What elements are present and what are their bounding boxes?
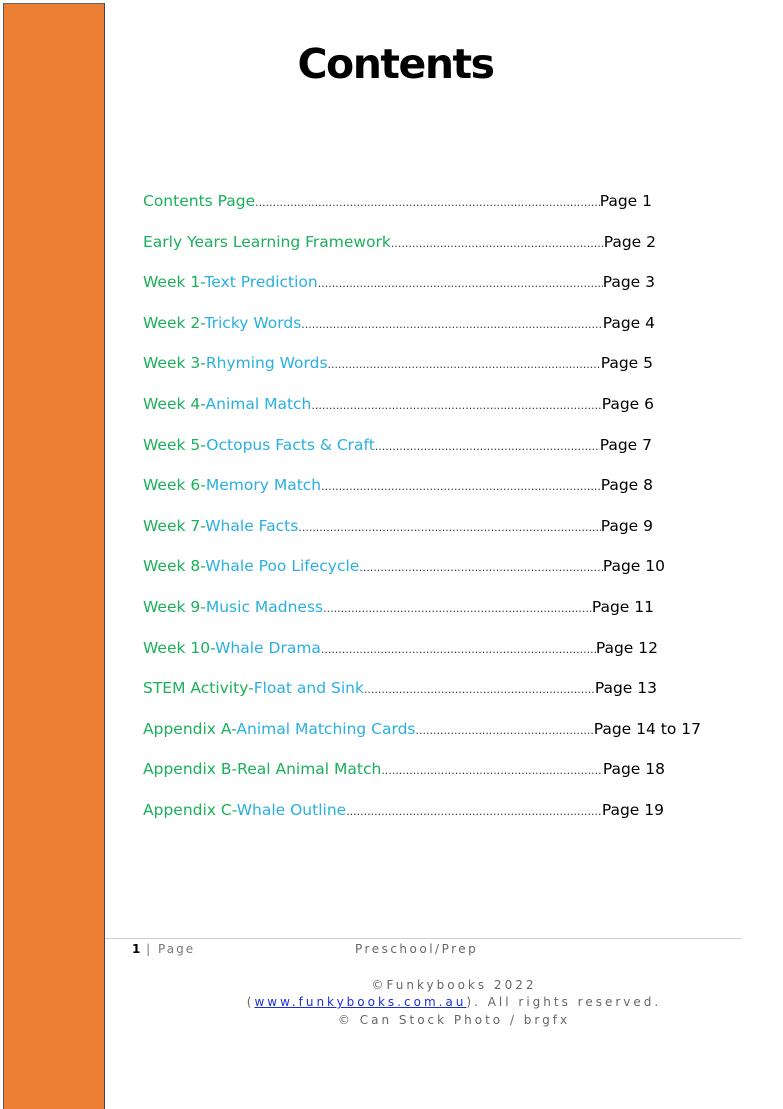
- toc-entry[interactable]: [143, 395, 654, 419]
- toc-entry-prefix: Contents Page: [143, 192, 256, 210]
- toc-entry-subtitle: Tricky Words: [204, 313, 302, 332]
- toc-entry-subtitle: Animal Matching Cards: [236, 719, 416, 738]
- page-title: Contents: [297, 40, 494, 88]
- toc-entry-subtitle: Rhyming Words: [205, 354, 328, 373]
- toc-page-ref: Page 1: [599, 192, 652, 210]
- toc-entry[interactable]: [143, 639, 658, 663]
- toc-entry[interactable]: [143, 557, 665, 581]
- toc-page-ref: Page 12: [595, 638, 658, 657]
- toc-leader-dots: [301, 318, 602, 331]
- toc-entry-subtitle: Music Madness: [205, 598, 324, 616]
- toc-page-ref: Page 8: [600, 476, 653, 495]
- toc-leader-dots: [346, 805, 602, 818]
- toc-entry-subtitle: Whale Outline: [236, 801, 347, 819]
- footer-page-number: [132, 942, 195, 956]
- toc-entry[interactable]: [143, 476, 653, 500]
- toc-entry-prefix: Week 10-: [143, 638, 216, 657]
- toc-entry-prefix: Week 7-: [143, 516, 206, 535]
- toc-leader-dots: [364, 683, 595, 696]
- toc-entry-prefix: Week 4-: [143, 395, 206, 413]
- toc-page-ref: Page 19: [601, 801, 664, 819]
- page-word: Page: [158, 942, 196, 956]
- toc-entry[interactable]: [143, 598, 654, 622]
- toc-entry-subtitle: Animal Match: [205, 395, 312, 413]
- toc-entry-title: [143, 557, 359, 575]
- toc-entry-prefix: Appendix A-: [143, 719, 237, 738]
- toc-entry[interactable]: [143, 760, 665, 784]
- toc-entry-prefix: Appendix B-: [143, 760, 238, 779]
- toc-page-ref: Page 3: [602, 273, 655, 292]
- toc-entry-prefix: Week 8-: [143, 557, 206, 576]
- toc-entry-subtitle: Memory Match: [205, 476, 322, 495]
- toc-page-ref: Page 6: [601, 395, 654, 413]
- toc-leader-dots: [318, 277, 603, 290]
- toc-page-ref: Page 5: [600, 354, 653, 373]
- toc-entry-prefix: Early Years Learning Framework: [143, 232, 391, 251]
- toc-entry-title: [143, 517, 298, 535]
- page-separator: |: [140, 942, 159, 956]
- toc-entry[interactable]: [143, 517, 653, 541]
- toc-entry[interactable]: [143, 436, 652, 460]
- footer-series: Preschool/Prep: [355, 942, 479, 956]
- toc-leader-dots: [298, 521, 600, 534]
- toc-entry-subtitle: Whale Facts: [205, 516, 299, 535]
- toc-entry[interactable]: [143, 720, 701, 744]
- toc-leader-dots: [416, 724, 594, 737]
- toc-entry-prefix: STEM Activity-: [143, 679, 254, 698]
- orange-sidebar: [3, 3, 105, 1109]
- toc-entry-title: [143, 436, 375, 454]
- toc-entry-title: [143, 639, 321, 657]
- toc-entry[interactable]: [143, 233, 656, 257]
- toc-entry-title: [143, 679, 364, 697]
- toc-page-ref: Page 11: [591, 598, 654, 616]
- toc-entry[interactable]: [143, 273, 655, 297]
- toc-entry-title: [143, 233, 391, 251]
- toc-entry-title: [143, 273, 318, 291]
- toc-entry-prefix: Week 2-: [143, 313, 205, 332]
- toc-entry-title: [143, 720, 416, 738]
- paren-open: (: [246, 995, 255, 1009]
- toc-entry-title: [143, 801, 346, 819]
- toc-entry[interactable]: [143, 354, 653, 378]
- toc-entry-subtitle: Float and Sink: [253, 679, 364, 698]
- toc-entry-subtitle: Whale Poo Lifecycle: [205, 557, 360, 576]
- toc-leader-dots: [255, 196, 600, 209]
- toc-entry-prefix: Appendix C-: [143, 801, 237, 819]
- toc-entry[interactable]: [143, 192, 652, 216]
- toc-entry-prefix: Week 5-: [143, 435, 207, 454]
- toc-page-ref: Page 18: [602, 760, 665, 779]
- toc-entry-subtitle: Real Animal Match: [237, 760, 382, 779]
- toc-leader-dots: [321, 480, 601, 493]
- footer-credit: © Can Stock Photo / brgfx: [337, 1013, 571, 1027]
- toc-leader-dots: [321, 643, 596, 656]
- toc-entry-title: [143, 192, 255, 210]
- toc-leader-dots: [381, 764, 602, 777]
- toc-entry[interactable]: [143, 314, 655, 338]
- toc-page-ref: Page 4: [602, 313, 655, 332]
- toc-entry-title: [143, 476, 321, 494]
- toc-entry-prefix: Week 9-: [143, 598, 206, 616]
- toc-leader-dots: [311, 399, 601, 412]
- toc-leader-dots: [328, 358, 601, 371]
- toc-entry-title: [143, 314, 301, 332]
- toc-entry-title: [143, 395, 311, 413]
- toc-page-ref: Page 2: [603, 232, 656, 251]
- toc-entry-title: [143, 598, 323, 616]
- toc-entry-prefix: Week 6-: [143, 476, 206, 495]
- toc-leader-dots: [375, 440, 600, 453]
- rights-text: ). All rights reserved.: [466, 995, 662, 1009]
- toc-entry-title: [143, 760, 381, 778]
- toc-leader-dots: [323, 602, 592, 615]
- toc-entry[interactable]: [143, 679, 657, 703]
- page-number: 1: [132, 942, 141, 956]
- toc-entry-prefix: Week 1-: [143, 273, 205, 292]
- toc-entry-subtitle: Octopus Facts & Craft: [206, 435, 375, 454]
- toc-leader-dots: [359, 561, 602, 574]
- toc-page-ref: Page 7: [599, 435, 652, 454]
- toc-entry-subtitle: Text Prediction: [204, 273, 318, 292]
- toc-entry-title: [143, 354, 328, 372]
- footer-divider: [105, 938, 742, 939]
- footer-rights: [0, 995, 783, 1009]
- toc-leader-dots: [391, 237, 604, 250]
- toc-page-ref: Page 13: [594, 679, 657, 698]
- toc-entry-prefix: Week 3-: [143, 354, 206, 373]
- website-link[interactable]: www.funkybooks.com.au: [254, 995, 467, 1009]
- toc-page-ref: Page 10: [602, 557, 665, 576]
- toc-page-ref: Page 9: [600, 516, 653, 535]
- footer-copyright: ©Funkybooks 2022: [371, 978, 537, 992]
- toc-entry[interactable]: [143, 801, 664, 825]
- toc-entry-subtitle: Whale Drama: [215, 638, 321, 657]
- toc-page-ref: Page 14 to 17: [593, 719, 701, 738]
